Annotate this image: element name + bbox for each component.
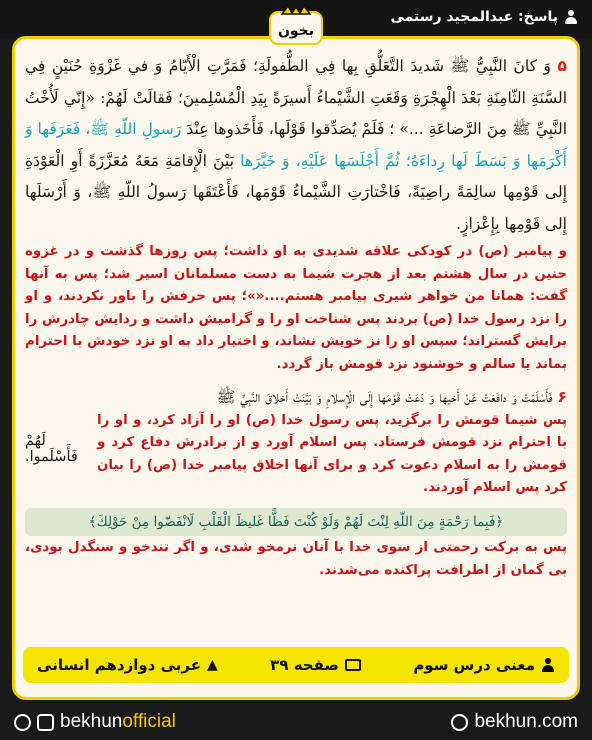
social-bar [0,704,592,740]
page-ref-text: صفحه ۳۹ [270,656,339,674]
social-handle[interactable] [14,711,176,733]
arabic-line: قَوْمَها، فَأَعْتَقَها رَسولُ اللّهِ ﷺ، وَ أَرْسَلَها إِلى قَوْمِها بِإِعْزازٍ. [25,183,567,233]
section-5-number: ۵ [557,57,567,75]
logo-text: بخون [277,23,315,39]
book-icon [345,659,361,671]
arabic-line: رَسولِ اللّهِ ﷺ، فَعَرَفَها وَ أَكْرَمَها وَ بَسَطَ لَها رِداءَهُ؛ ثُمَّ أَجْلَسَها عَلَيْهِ، وَ خَيَّرَها [25,120,567,170]
section-6-arabic-text: فَأَسْلَمَتْ وَ دافَعَتْ عَنْ أَخيها وَ دَعَتْ قَوْمَها إِلَى الْإِسلامِ وَ بَيَّنَتْ أَخلاقَ النَّبِيِّ ﷺ [216,387,553,406]
instagram-icon[interactable] [37,714,54,731]
section-6-arabic [25,385,567,409]
author-text: پاسخ: عبدالمجید رستمی [390,9,558,25]
user-icon [541,658,555,672]
quran-translation: پس به برکت رحمتی از سوی خدا با آنان نرمخو شدی، و اگر تندخو و سنگدل بودی، بی گمان از اطرافت پراکنده می‌شدند. [25,539,567,578]
content-body [25,51,567,582]
grad-cap-icon: ▲ [206,657,218,673]
globe-icon [451,714,468,731]
book-title [37,656,218,674]
section-6 [25,385,567,500]
bekhun-logo [264,4,328,48]
lesson-strip [23,647,569,683]
user-icon [564,10,578,24]
author-label [390,9,578,25]
lesson-title-text: معنی درس سوم [413,656,535,674]
section-5-translation: و پیامبر (ص) در کودکی علاقه شدیدی به او داشت؛ پس روزها گذشت و در غزوه حنین در سال هشتم بعد از هجرت شیما به دست مسلمانان اسیر شد؛ پس به آنها گفت: همانا من خواهر شیری پیامبر هستم....«»؛ پس حرفش را باور نکردند، و او را نزد رسول خدا (ص) بردند پس شناخت او را و گرامیش داشت و ردایش چادرش را برایش گستراند؛ سپس او را نز خویش نشاند، و اختیار داد به او نزد خودش با احترام بماند یا سالم و خوشنود نزد قومش باز گردد. [25,244,567,372]
arabic-line: فِي السَّنَةِ الثّامِنَةِ بَعْدَ الْهِجْرَةِ وَقَعَتِ الشَّيْماءُ أَسيرَةً بِيَدِ الْمُسْلِمينَ؛ فَقالَتْ لَهُمْ: [25,57,567,107]
content-card [12,36,580,700]
website-text: bekhun.com [474,711,578,732]
handle-accent: official [122,711,176,732]
telegram-icon[interactable] [14,714,31,731]
handle-prefix: bekhun [60,711,123,732]
arabic-line: «إِنّي لَأُخْتُ النَّبِيِّ ﷺ مِنَ الرَّضاعَةِ ...» ؛ فَلَمْ يُصَدِّقوا قَوْلَها، فَأَخَذوها عِنْدَ [25,88,568,138]
section-6-number: ۶ [557,387,567,406]
arabic-line: بَيْنَ الْإِقامَةِ مَعَهُ مُعَزَّزَةً أَوِ الْعَوْدَةِ إِلى قَوْمِها سالِمَةً راضِيَةً، فَاخْتارَتِ الشَّيْماءُ [25,151,567,201]
section-6-translation: پس شیما قومش را برگزید، پس رسول خدا (ص) او را آزاد کرد، و او را با احترام نزد قومش فرستاد. پس اسلام آورد و از برادرش دفاع کرد و قومش را به اسلام دعوت کرد و برای آنها اخلاق پیامبر خدا (ص) را بیان کرد پس اسلام آوردند. [97,412,567,496]
section-6-arabic-tail: لَهُمْ فَأَسْلَموا. [25,432,78,465]
arabic-line: وَ كانَ النَّبِيُّ ﷺ شَديدَ التَّعَلُّقِ بِها فِي الطُّفولَةِ؛ فَمَرَّتِ الْأَيّامُ وَ في غَزْوَةِ حُنَيْنٍ [51,57,551,75]
quran-verse: ﴿فَبِما رَحْمَةٍ مِنَ اللّهِ لِنْتَ لَهُمْ وَلَوْ كُنْتَ فَظًّا غَليظَ الْقَلْبِ لَانْفَضّوا مِنْ حَوْلِكَ﴾ [25,508,567,536]
lesson-title [413,656,555,674]
page-ref [270,656,361,674]
book-title-text: عربی دوازدهم انسانی [37,656,201,674]
website-link[interactable] [451,711,578,733]
section-5-arabic [25,51,567,240]
